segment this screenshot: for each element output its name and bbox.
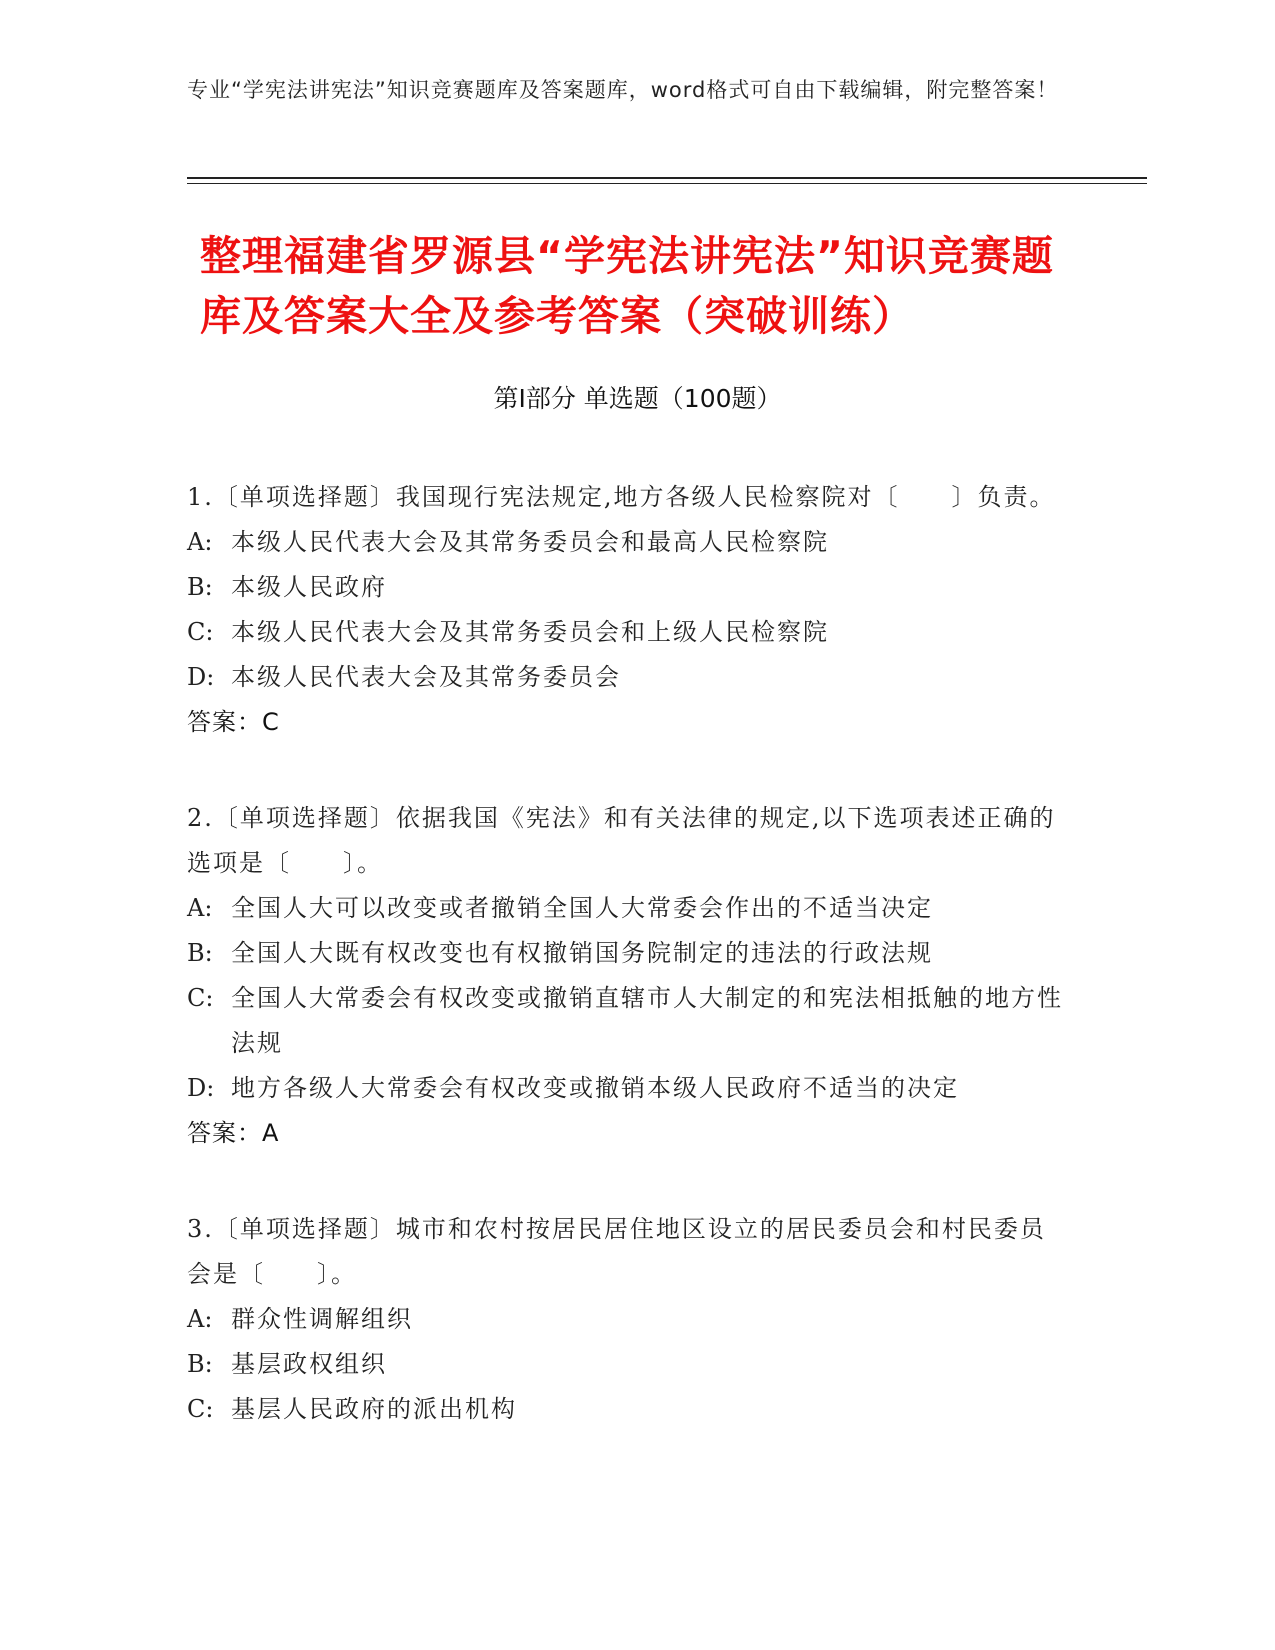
option-letter: C:: [187, 984, 214, 1012]
question-item: [187, 1207, 1067, 1432]
option-text: 全国人大常委会有权改变或撤销直辖市人大制定的和宪法相抵触的地方性法规: [231, 984, 1063, 1057]
option-text: 本级人民政府: [231, 573, 387, 601]
option-letter: A:: [187, 1305, 213, 1333]
document-title: 整理福建省罗源县“学宪法讲宪法”知识竞赛题库及答案大全及参考答案（突破训练）: [200, 232, 1054, 340]
option-text: 基层人民政府的派出机构: [231, 1395, 517, 1423]
answer-option: [187, 931, 1067, 976]
answer-option: [187, 610, 1067, 655]
option-text: 本级人民代表大会及其常务委员会: [231, 663, 621, 691]
question-stem: 2.〔单项选择题〕依据我国《宪法》和有关法律的规定,以下选项表述正确的选项是〔 〕。: [187, 804, 1056, 877]
answer-label: 答案：: [187, 708, 262, 736]
answer-option: [187, 886, 1067, 931]
option-letter: B:: [187, 573, 213, 601]
option-letter: D:: [187, 663, 215, 691]
option-letter: C:: [187, 618, 214, 646]
option-text: 全国人大可以改变或者撤销全国人大常委会作出的不适当决定: [231, 894, 933, 922]
question-list: [187, 475, 1067, 1483]
option-text: 基层政权组织: [231, 1350, 387, 1378]
question-stem: 3.〔单项选择题〕城市和农村按居民居住地区设立的居民委员会和村民委员会是〔 〕。: [187, 1215, 1046, 1288]
answer-option: [187, 1297, 1067, 1342]
answer-line: [187, 1111, 1067, 1156]
answer-label: 答案：: [187, 1119, 262, 1147]
header-divider-thin: [187, 183, 1147, 184]
question-item: [187, 796, 1067, 1156]
option-letter: C:: [187, 1395, 214, 1423]
answer-option: [187, 520, 1067, 565]
section-heading: 第Ⅰ部分 单选题（100题）: [493, 384, 782, 413]
option-letter: A:: [187, 528, 213, 556]
answer-option: [187, 976, 1067, 1066]
option-text: 群众性调解组织: [231, 1305, 413, 1333]
answer-option: [187, 565, 1067, 610]
question-item: [187, 475, 1067, 745]
option-text: 本级人民代表大会及其常务委员会和最高人民检察院: [231, 528, 829, 556]
option-letter: B:: [187, 939, 213, 967]
header-divider-thick: [187, 177, 1147, 179]
option-letter: A:: [187, 894, 213, 922]
option-letter: B:: [187, 1350, 213, 1378]
answer-option: [187, 1387, 1067, 1432]
header-note: 专业“学宪法讲宪法”知识竞赛题库及答案题库，word格式可自由下载编辑，附完整答案！: [187, 78, 1059, 102]
answer-line: [187, 700, 1067, 745]
answer-value: A: [262, 1119, 280, 1147]
option-text: 本级人民代表大会及其常务委员会和上级人民检察院: [231, 618, 829, 646]
question-stem: 1.〔单项选择题〕我国现行宪法规定,地方各级人民检察院对〔 〕负责。: [187, 483, 1056, 511]
option-letter: D:: [187, 1074, 215, 1102]
answer-option: [187, 655, 1067, 700]
option-text: 地方各级人大常委会有权改变或撤销本级人民政府不适当的决定: [231, 1074, 959, 1102]
answer-option: [187, 1342, 1067, 1387]
option-text: 全国人大既有权改变也有权撤销国务院制定的违法的行政法规: [231, 939, 933, 967]
answer-value: C: [262, 708, 280, 736]
answer-option: [187, 1066, 1067, 1111]
